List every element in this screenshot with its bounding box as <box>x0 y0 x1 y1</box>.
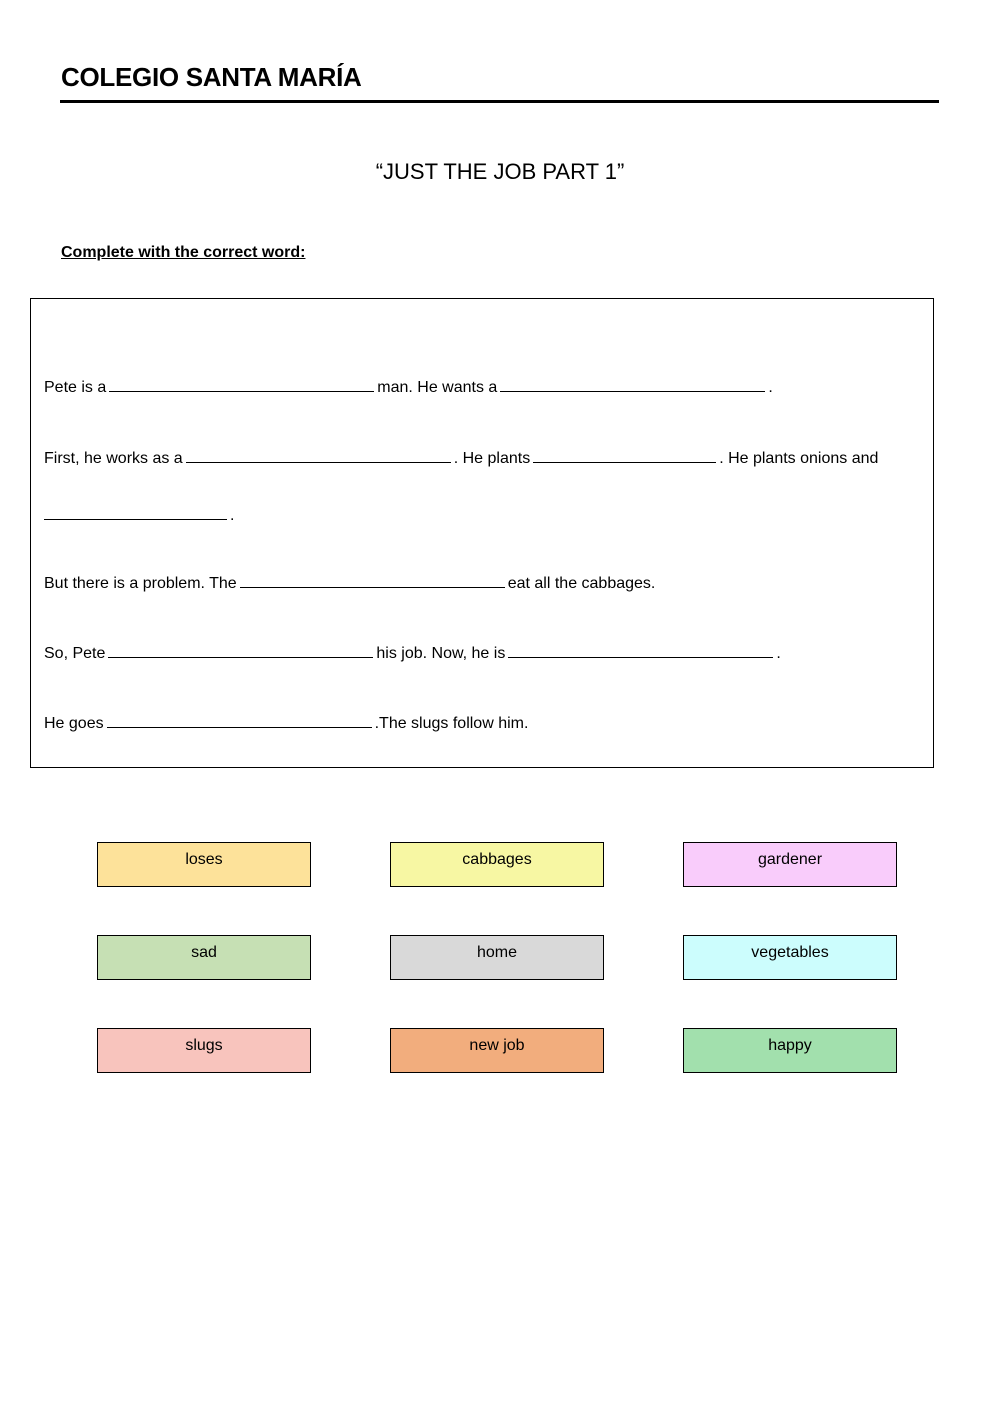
instruction-text: Complete with the correct word: <box>61 244 306 261</box>
sentence-2 <box>44 448 878 468</box>
blank-8[interactable] <box>508 643 773 658</box>
sentence-2-part-c: . He plants onions and <box>719 450 879 467</box>
sentence-5-part-a: He goes <box>44 715 104 732</box>
blank-3[interactable] <box>186 448 451 463</box>
sentence-1-part-b: man. He wants a <box>377 379 498 396</box>
sentence-3-part-b: eat all the cabbages. <box>507 575 656 592</box>
sentence-2-part-a: First, he works as a <box>44 450 183 467</box>
word-card-home[interactable]: home <box>390 935 604 980</box>
sentence-3-part-a: But there is a problem. The <box>44 575 237 592</box>
sentence-3 <box>44 573 655 593</box>
word-card-cabbages[interactable]: cabbages <box>390 842 604 887</box>
worksheet-title: “JUST THE JOB PART 1” <box>375 159 625 184</box>
word-card-vegetables[interactable]: vegetables <box>683 935 897 980</box>
sentence-2-continued <box>41 505 234 525</box>
sentence-2-part-b: . He plants <box>453 450 531 467</box>
header-divider <box>60 100 939 103</box>
word-card-slugs[interactable]: slugs <box>97 1028 311 1073</box>
blank-4[interactable] <box>533 448 716 463</box>
sentence-1-part-a: Pete is a <box>44 379 107 396</box>
sentence-4-part-a: So, Pete <box>44 645 106 662</box>
blank-1[interactable] <box>109 377 374 392</box>
sentence-4 <box>44 643 781 663</box>
school-name: COLEGIO SANTA MARÍA <box>61 62 362 92</box>
sentence-5-part-b: .The slugs follow him. <box>374 715 529 732</box>
word-card-gardener[interactable]: gardener <box>683 842 897 887</box>
word-card-sad[interactable]: sad <box>97 935 311 980</box>
blank-5[interactable] <box>44 505 227 520</box>
blank-6[interactable] <box>240 573 505 588</box>
sentence-2-end: . <box>230 507 235 524</box>
blank-2[interactable] <box>500 377 765 392</box>
word-card-happy[interactable]: happy <box>683 1028 897 1073</box>
sentence-5 <box>44 713 528 733</box>
sentence-4-part-b: his job. Now, he is <box>376 645 506 662</box>
sentence-1-part-c: . <box>768 379 773 396</box>
sentence-4-part-c: . <box>776 645 781 662</box>
sentence-1 <box>44 377 773 397</box>
word-card-new-job[interactable]: new job <box>390 1028 604 1073</box>
blank-9[interactable] <box>107 713 372 728</box>
story-box <box>30 298 934 768</box>
blank-7[interactable] <box>108 643 373 658</box>
word-card-loses[interactable]: loses <box>97 842 311 887</box>
